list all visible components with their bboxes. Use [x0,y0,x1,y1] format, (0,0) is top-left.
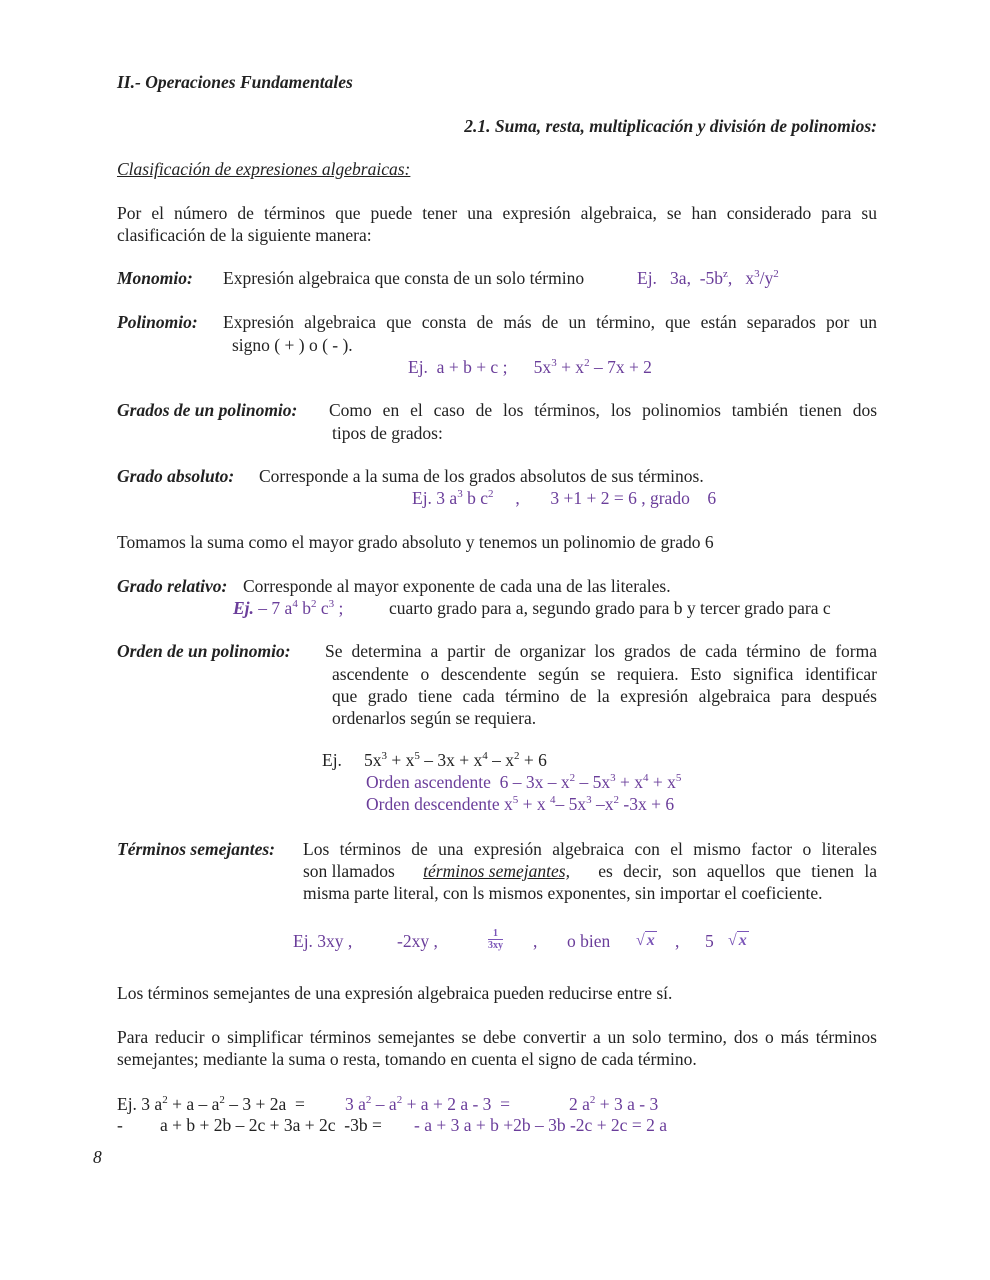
semejantes-line2 [303,860,877,882]
grado-absoluto-example [412,487,716,509]
math-text: – 5x [575,772,611,792]
semejantes-line2-a: son llamados [303,861,395,881]
semejantes-line3: misma parte literal, con ls mismos exponentes, sin importar el coeficiente. [303,883,823,903]
exponent: 3 [586,794,592,806]
polinomio-text-line2: signo ( + ) o ( - ). [232,335,353,355]
radicand: x [646,932,655,949]
exponent: 2 [162,1094,168,1106]
orden-line: ascendente o descendente según se requiera. Esto significa identificar [332,664,877,684]
math-text: –x [591,794,614,814]
exponent: 5 [414,750,420,762]
ejemplo2-dash: - [117,1115,123,1135]
math-text: Orden ascendente 6 – 3x – x [366,772,570,792]
math-text: – 3 + 2a = [224,1094,310,1114]
fraction-denominator: 3xy [488,940,503,952]
orden-ascendente [366,771,681,793]
semejantes-ex1: Ej. 3xy , [293,931,353,951]
orden-line: Se determina a partir de organizar los grados de cada término de forma [325,641,877,661]
exponent: 2 [613,794,619,806]
exponent: 3 [551,357,557,369]
math-text: Ej. a + b + c ; 5x [408,357,552,377]
grados-text-line2: tipos de grados: [332,423,443,443]
reducir-text: Los términos semejantes de una expresión algebraica pueden reducirse entre sí. [117,983,673,1003]
exponent: 2 [310,598,317,610]
exponent: z [723,268,728,280]
math-text: , 3 +1 + 2 = 6 , grado 6 [493,488,717,508]
fraction-1-over-3xy [488,927,503,951]
math-text: + 3 a - 3 [595,1094,659,1114]
math-text: Ej. 3a, -5b [637,268,724,288]
sqrt-icon: √ [636,932,645,949]
orden-ej-label: Ej. [322,750,342,770]
grado-relativo-label: Grado relativo: [117,576,228,596]
math-text: – 3x + x [419,750,483,770]
math-text: c [316,598,329,618]
monomio-text: Expresión algebraica que consta de un solo término [223,268,585,288]
math-text: + x [518,794,550,814]
comma: , [675,931,680,951]
exponent: 2 [569,772,576,784]
polinomio-example [408,356,652,378]
exponent: 3 [328,598,335,610]
grado-relativo-example [233,597,343,619]
fraction-numerator: 1 [488,928,503,940]
radicand: x [738,932,747,949]
math-text: b c [462,488,488,508]
math-text: ; [334,598,344,618]
math-text: -3x + 6 [619,794,675,814]
orden-expr [364,749,547,771]
example-label: Ej. [233,598,254,618]
tomamos-text: Tomamos la suma como el mayor grado absoluto y tenemos un polinomio de grado 6 [117,532,714,552]
grado-absoluto-text: Corresponde a la suma de los grados absolutos de sus términos. [259,466,704,486]
math-text: 3 a [345,1094,366,1114]
exponent: 4 [292,598,298,610]
grados-text-line1: Como en el caso de los términos, los polinomios también tienen dos [329,400,877,420]
monomio-label: Monomio: [117,268,193,288]
math-text: – a [371,1094,397,1114]
orden-line: que grado tiene cada término de la expresión algebraica para después [332,686,877,706]
orden-line: ordenarlos según se requiera. [332,708,537,728]
exponent: 4 [550,794,556,806]
math-text: + a + 2 a - 3 = [402,1094,511,1114]
sqrt-x [636,930,657,952]
exponent: 2 [396,1094,403,1106]
page-number: 8 [93,1147,102,1167]
exponent: 2 [487,488,494,500]
exponent: 3 [457,488,463,500]
o-bien: o bien [567,931,611,951]
semejantes-line1: Los términos de una expresión algebraica con el mismo factor o literales [303,839,877,859]
simplificar-text: Para reducir o simplificar términos semejantes se debe convertir a un solo termino, dos o más términos semejantes; mediante la suma o resta, tomando en cuenta el signo de cada término. [117,1027,877,1069]
math-text: – 7x + 2 [589,357,652,377]
math-text: – 5x [555,794,587,814]
math-text: + a – a [167,1094,220,1114]
sqrt-icon: √ [728,932,737,949]
ejemplo2-b: - a + 3 a + b +2b – 3b -2c + 2c = 2 a [414,1115,667,1135]
exponent: 3 [610,772,616,784]
subsection-title: 2.1. Suma, resta, multiplicación y división de polinomios: [464,116,877,136]
math-text: + x [556,357,585,377]
polinomio-label: Polinomio: [117,312,198,332]
classification-heading: Clasificación de expresiones algebraicas: [117,159,411,179]
grado-relativo-example-text: cuarto grado para a, segundo grado para b y tercer grado para c [389,598,831,618]
exponent: 3 [381,750,387,762]
sqrt-x [728,930,749,952]
semejantes-term: términos semejantes, [423,861,570,881]
math-text: + x [387,750,415,770]
exponent: 5 [512,794,519,806]
math-text: Orden descendente x [366,794,513,814]
orden-label: Orden de un polinomio: [117,641,291,661]
grado-absoluto-label: Grado absoluto: [117,466,235,486]
exponent: 2 [219,1094,225,1106]
semejantes-label: Términos semejantes: [117,839,275,859]
math-text: 5x [364,750,382,770]
math-text: – x [487,750,514,770]
semejantes-ex2: -2xy , [397,931,438,951]
polinomio-text-line1: Expresión algebraica que consta de más de un término, que están separados por un [223,312,877,332]
math-text: Ej. 3 a [412,488,458,508]
section-title: II.- Operaciones Fundamentales [117,72,353,92]
exponent: 2 [773,268,779,280]
math-text: Ej. 3 a [117,1094,163,1114]
exponent: 2 [365,1094,372,1106]
orden-descendente [366,793,674,815]
exponent: 2 [584,357,590,369]
ejemplo1-c [569,1093,658,1115]
math-text: b [297,598,311,618]
exponent: 4 [643,772,649,784]
math-text: + x [615,772,643,792]
exponent: 2 [514,750,520,762]
intro-paragraph: Por el número de términos que puede tener una expresión algebraica, se han considerado para su clasificación de la siguiente manera: [117,203,877,245]
math-text: + 6 [519,750,547,770]
ejemplo1-b [345,1093,510,1115]
exponent: 4 [482,750,488,762]
math-text: , x [727,268,755,288]
exponent: 3 [754,268,760,280]
comma: , [533,931,538,951]
grado-relativo-text: Corresponde al mayor exponente de cada una de las literales. [243,576,671,596]
math-text: – 7 a [253,598,293,618]
math-text: /y [759,268,774,288]
coefficient-five: 5 [705,931,714,951]
semejantes-line2-b: es decir, son aquellos que tienen la [598,861,877,881]
monomio-example [637,267,779,289]
ejemplo1-a [117,1093,309,1115]
example-expr [254,598,343,618]
math-text: 2 a [569,1094,590,1114]
exponent: 2 [589,1094,596,1106]
ejemplo2-a: a + b + 2b – 2c + 3a + 2c -3b = [160,1115,387,1135]
exponent: 5 [675,772,682,784]
grados-label: Grados de un polinomio: [117,400,298,420]
math-text: + x [648,772,676,792]
